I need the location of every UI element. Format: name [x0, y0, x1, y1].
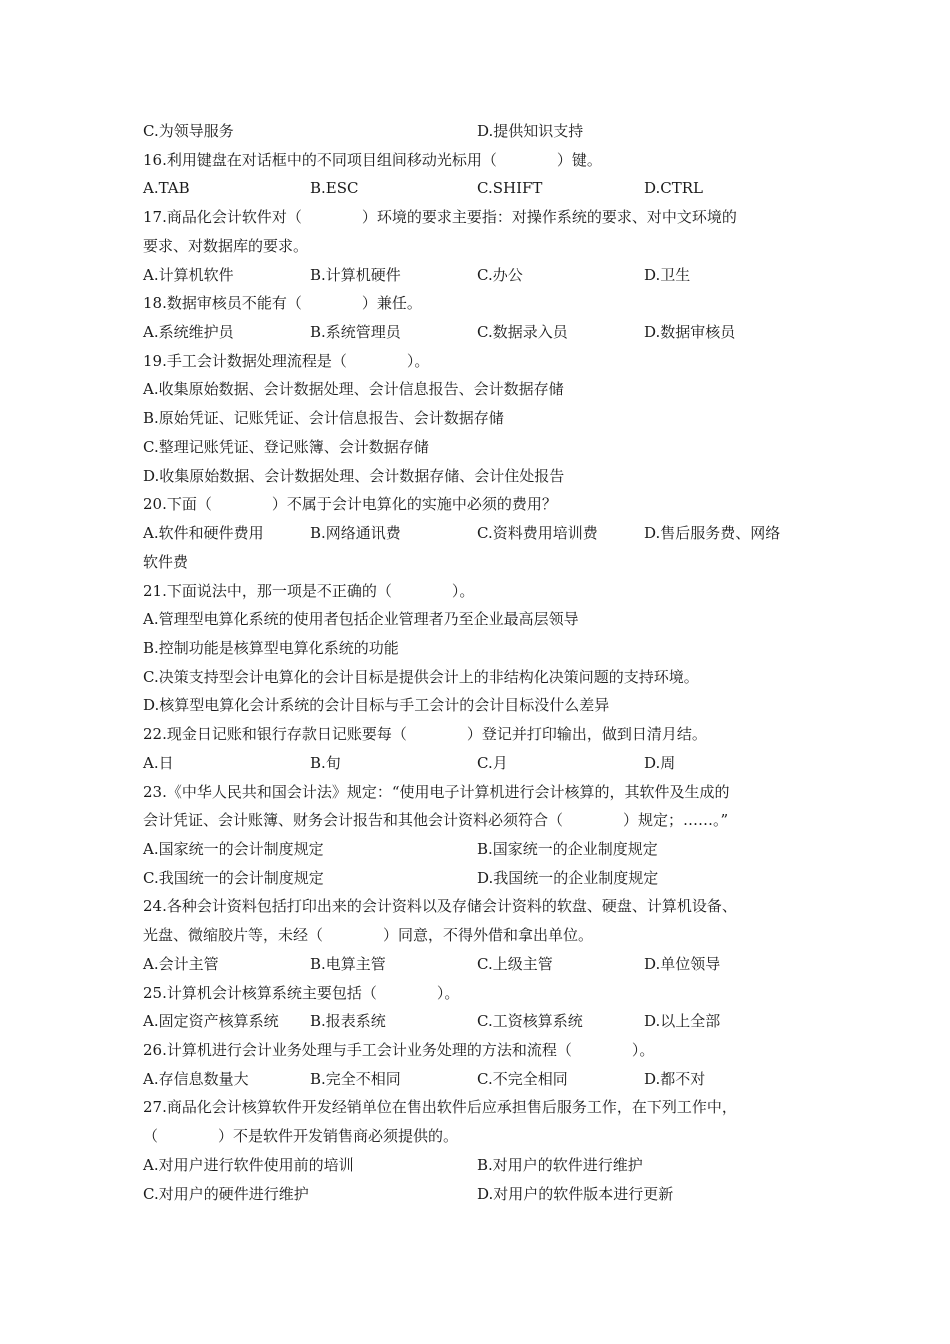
text-line — [143, 492, 810, 516]
option-text: D.卫生 — [644, 265, 691, 284]
question-text: 要求、对数据库的要求。 — [143, 236, 309, 255]
option-text: A.计算机软件 — [143, 265, 234, 284]
text-line — [143, 981, 810, 1005]
text-line — [143, 435, 810, 459]
option-text: D.售后服务费、网络 — [644, 524, 781, 543]
option-text: B.ESC — [310, 179, 359, 198]
text-line — [143, 406, 810, 430]
text-line — [143, 808, 810, 832]
option-text: D.提供知识支持 — [477, 122, 584, 140]
text-line — [143, 148, 810, 172]
text-line — [143, 1095, 810, 1119]
question-text: 会计凭证、会计账簿、财务会计报告和其他会计资料必须符合（ ）规定；……。” — [143, 811, 729, 830]
option-text: D.数据审核员 — [644, 323, 736, 342]
question-text: 19.手工会计数据处理流程是（ ）。 — [143, 351, 430, 370]
option-row — [143, 521, 810, 545]
option-text: B.国家统一的企业制度规定 — [477, 840, 658, 858]
option-text: C.为领导服务 — [143, 122, 234, 140]
option-text: C.办公 — [477, 265, 523, 284]
option-text: D.CTRL — [644, 179, 703, 198]
text-line — [143, 205, 810, 229]
option-row — [143, 1182, 810, 1206]
option-row — [143, 837, 810, 861]
text-line — [143, 234, 810, 258]
option-row — [143, 952, 810, 976]
question-text: 24.各种会计资料包括打印出来的会计资料以及存储会计资料的软盘、硬盘、计算机设备、 — [143, 897, 737, 916]
text-line — [143, 923, 810, 947]
text-line — [143, 607, 810, 631]
question-text: 25.计算机会计核算系统主要包括（ ）。 — [143, 983, 460, 1002]
text-line — [143, 579, 810, 603]
option-row — [143, 1009, 810, 1033]
option-text: C.不完全相同 — [477, 1069, 568, 1088]
question-text: 18.数据审核员不能有（ ）兼任。 — [143, 294, 422, 313]
option-text: A.系统维护员 — [143, 323, 234, 342]
text-line — [143, 1038, 810, 1062]
option-text: B.系统管理员 — [310, 323, 401, 342]
option-text: A.会计主管 — [143, 954, 219, 973]
question-text: 软件费 — [143, 552, 189, 571]
option-text: D.周 — [644, 753, 676, 772]
option-text: B.计算机硬件 — [310, 265, 401, 284]
question-text: （ ）不是软件开发销售商必须提供的。 — [143, 1127, 459, 1146]
option-row — [143, 320, 810, 344]
option-text: B.网络通讯费 — [310, 524, 401, 543]
question-text: 21.下面说法中，那一项是不正确的（ ）。 — [143, 581, 475, 600]
option-text: C.资料费用培训费 — [477, 524, 598, 543]
question-text: B.原始凭证、记账凭证、会计信息报告、会计数据存储 — [143, 409, 504, 428]
option-text: A.存信息数量大 — [143, 1069, 249, 1088]
option-row — [143, 1153, 810, 1177]
question-text: B.控制功能是核算型电算化系统的功能 — [143, 638, 399, 657]
text-line — [143, 291, 810, 315]
option-text: C.SHIFT — [477, 179, 543, 198]
question-text: A.收集原始数据、会计数据处理、会计信息报告、会计数据存储 — [143, 380, 564, 399]
option-row — [143, 263, 810, 287]
option-row — [143, 1067, 810, 1091]
option-text: D.我国统一的企业制度规定 — [477, 868, 659, 887]
option-row — [143, 866, 810, 890]
question-text: 20.下面（ ）不属于会计电算化的实施中必须的费用？ — [143, 495, 557, 514]
question-text: 27.商品化会计核算软件开发经销单位在售出软件后应承担售后服务工作，在下列工作中， — [143, 1098, 737, 1117]
question-text: D.收集原始数据、会计数据处理、会计数据存储、会计住处报告 — [143, 466, 565, 485]
option-text: C.工资核算系统 — [477, 1012, 583, 1031]
question-text: 16.利用键盘在对话框中的不同项目组间移动光标用（ ）键。 — [143, 150, 602, 169]
text-line — [143, 636, 810, 660]
option-row — [143, 176, 810, 200]
option-row — [143, 751, 810, 775]
question-text: A.管理型电算化系统的使用者包括企业管理者乃至企业最高层领导 — [143, 610, 579, 629]
option-text: A.日 — [143, 753, 174, 772]
option-text: C.我国统一的会计制度规定 — [143, 868, 324, 887]
question-text: C.决策支持型会计电算化的会计目标是提供会计上的非结构化决策问题的支持环境。 — [143, 667, 699, 686]
option-text: C.月 — [477, 753, 508, 772]
option-text: A.软件和硬件费用 — [143, 524, 264, 543]
question-text: 22.现金日记账和银行存款日记账要每（ ）登记并打印输出，做到日清月结。 — [143, 725, 707, 744]
option-text: B.完全不相同 — [310, 1069, 401, 1088]
option-text: D.以上全部 — [644, 1012, 721, 1031]
question-text: 17.商品化会计软件对（ ）环境的要求主要指：对操作系统的要求、对中文环境的 — [143, 208, 737, 227]
question-text: 26.计算机进行会计业务处理与手工会计业务处理的方法和流程（ ）。 — [143, 1041, 655, 1060]
text-line — [143, 377, 810, 401]
text-line — [143, 1124, 810, 1148]
option-text: C.上级主管 — [477, 954, 553, 973]
text-line — [143, 464, 810, 488]
text-line — [143, 693, 810, 717]
option-text: B.电算主管 — [310, 954, 386, 973]
option-text: B.对用户的软件进行维护 — [477, 1155, 643, 1174]
option-text: A.固定资产核算系统 — [143, 1012, 279, 1031]
question-text: 23.《中华人民共和国会计法》规定：“使用电子计算机进行会计核算的，其软件及生成的 — [143, 782, 730, 801]
option-text: C.数据录入员 — [477, 323, 568, 342]
option-text: A.国家统一的会计制度规定 — [143, 840, 324, 858]
option-row — [143, 119, 810, 143]
option-text: A.对用户进行软件使用前的培训 — [143, 1155, 354, 1174]
option-text: B.旬 — [310, 753, 341, 772]
text-line — [143, 894, 810, 918]
text-line — [143, 349, 810, 373]
text-line — [143, 780, 810, 804]
question-text: C.整理记账凭证、登记账簿、会计数据存储 — [143, 437, 429, 456]
option-text: A.TAB — [143, 179, 190, 198]
option-text: B.报表系统 — [310, 1012, 386, 1031]
option-text: D.单位领导 — [644, 954, 721, 973]
option-text: C.对用户的硬件进行维护 — [143, 1184, 309, 1203]
question-text: 光盘、微缩胶片等，未经（ ）同意，不得外借和拿出单位。 — [143, 926, 594, 945]
option-text: D.对用户的软件版本进行更新 — [477, 1184, 674, 1203]
text-line — [143, 550, 810, 574]
text-line — [143, 722, 810, 746]
text-line — [143, 665, 810, 689]
question-text: D.核算型电算化会计系统的会计目标与手工会计的会计目标没什么差异 — [143, 696, 610, 715]
option-text: D.都不对 — [644, 1069, 706, 1088]
